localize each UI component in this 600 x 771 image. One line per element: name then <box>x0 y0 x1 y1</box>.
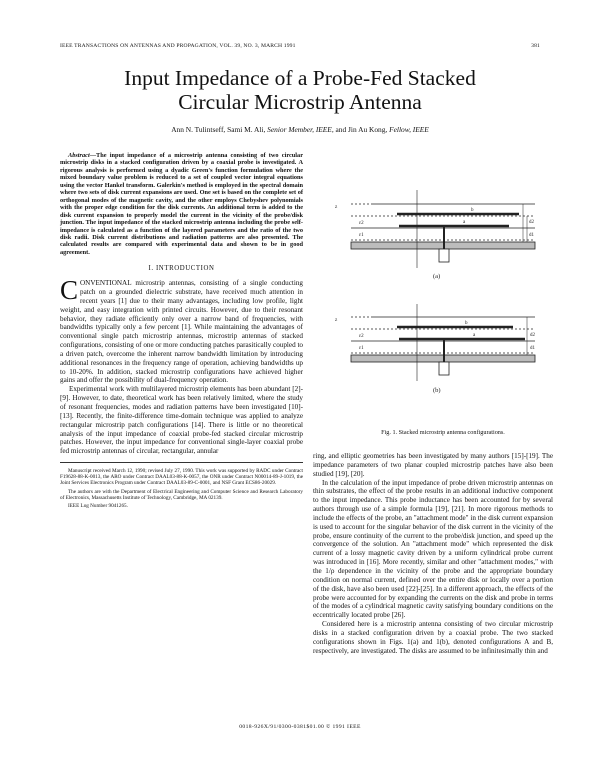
label-a-a: a <box>463 220 466 225</box>
copyright-line: 0018-926X/91/0300-0381$01.00 © 1991 IEEE <box>239 724 361 730</box>
right-paragraph-1: ring, and elliptic geometries has been investigated by many authors [15]-[19]. The impedance parameters of two planar coupled microstrip patches have also been studied [19], [20]. <box>313 452 553 478</box>
coax-connector <box>439 362 449 375</box>
abstract <box>60 152 303 256</box>
drop-cap: C <box>60 275 79 306</box>
label-d2-b: d2 <box>530 333 535 338</box>
title-line-2: Circular Microstrip Antenna <box>178 90 422 114</box>
label-d1-b: d1 <box>530 346 535 351</box>
label-b-a: b <box>471 208 474 213</box>
author-affil-2: Fellow, IEEE <box>389 125 429 134</box>
title-line-1: Input Impedance of a Probe-Fed Stacked <box>124 66 476 90</box>
page-number: 381 <box>531 43 540 49</box>
abstract-label: Abstract <box>68 152 90 159</box>
right-paragraph-2: In the calculation of the input impedance of probe driven microstrip antennas on thin substrates, the effect of the probe results in an additional inductive component to the input impedance. This probe inductance has been accounted for by several authors through use of a simple formula [19], [21]. In more rigorous methods to include the effects of the probe, an "attachment mode" in the disk current expansion is used to account for the singular behavior of the disk current in the vicinity of the probe, ensure continuity of the current to the probe/disk junction, and speed up the convergence of the solution. An "attachment mode" which represented the disk current of a lossy magnetic cavity driven by a uniform cylindrical probe current was introduced in [16]. More recently, similar and other "attachment modes," with the 1/ρ dependence in the vicinity of the probe and the appropriate boundary condition on normal current, defined over the entire disk or locally over a portion of the disk, have also been used [22]-[25]. In a different approach, the effects of the probe were accounted for by expanding the currents on the disk and probe in terms of the modes of a cylindrical magnetic cavity satisfying boundary conditions on the eccentrically located probe [26]. <box>313 478 553 620</box>
label-eps2-a: ε2 <box>359 221 364 226</box>
author-list <box>0 125 600 134</box>
label-z-a: z <box>335 205 338 210</box>
subfigure-label-b: (b) <box>433 387 441 394</box>
paper-title <box>0 66 600 114</box>
running-header <box>60 43 540 53</box>
label-eps2-b: ε2 <box>359 334 364 339</box>
abstract-text: —The input impedance of a microstrip antenna consisting of two circular microstrip disks in a stacked configuration driven by a coaxial probe is investigated. A rigorous analysis is performed using a dyadic Green's function formulation where the mixed boundary value problem is reduced to a set of coupled vector integral equations using the vector Hankel transform. Galerkin's method is employed in the spectral domain where two sets of disk current expansions are used. One set is based on the complete set of orthogonal modes of the magnetic cavity, and the other employs Chebyshev polynomials with the proper edge condition for the disk currents. An additional term is added to the disk current expansion to properly model the current in the vicinity of the probe/disk junction. The input impedance of the stacked microstrip antenna including the probe self-impedance is calculated as a function of the layered parameters and the ratio of the two disk radii. Disk current distributions and radiation patterns are also presented. The calculated results are compared with experimental data and shown to be in good agreement. <box>60 152 303 256</box>
label-eps1-a: ε1 <box>359 233 364 238</box>
author-affil-1: Senior Member, IEEE, <box>267 125 334 134</box>
figure-1 <box>313 170 553 440</box>
footnote-affiliation: The authors are with the Department of Electrical Engineering and Computer Science and Research Laboratory of Electronics, Massachusetts Institute of Technology, Cambridge, MA 02139. <box>60 488 303 501</box>
configuration-b <box>351 304 535 381</box>
right-paragraph-3: Considered here is a microstrip antenna consisting of two circular microstrip disks in a stacked configuration driven by a coaxial probe. The two stacked configurations shown in Figs. 1(a) and 1(b), denoted configurations A and B, respectively, are investigated. The disks are assumed to be infinitesimally thin and <box>313 620 553 655</box>
figure-1-diagram <box>313 170 553 440</box>
footnote-manuscript: Manuscript received March 12, 1990; revised July 27, 1990. This work was supported by RADC under Contract F19628-88-K-0013, the ARO under Contract DAAL03-88-K-0057, the ONR under Contract N00014-89-J-1019, the Joint Services Electronics Program under Contract DAAL03-89-C-0001, and NSF Grant ECS86-20029. <box>60 468 303 487</box>
right-column <box>313 452 553 655</box>
label-b-b: b <box>465 321 468 326</box>
journal-name: IEEE TRANSACTIONS ON ANTENNAS AND PROPAGATION, VOL. 39, NO. 3, MARCH 1991 <box>60 43 296 49</box>
label-eps1-b: ε1 <box>359 346 364 351</box>
left-column <box>60 152 303 511</box>
label-a-b: a <box>473 333 476 338</box>
subfigure-label-a: (a) <box>433 273 441 280</box>
configuration-a <box>351 190 535 268</box>
figure-1-caption: Fig. 1. Stacked microstrip antenna configurations. <box>381 429 505 436</box>
intro-paragraph-1-text: ONVENTIONAL microstrip antennas, consisting of a single conducting patch on a grounded dielectric substrate, have received much attention in recent years [1] due to their many advantages, including low profile, light weight, and easy integration with printed circuits. However, due to their resonant behavior, they radiate efficiently only over a narrow band of frequencies, with bandwidths typically only a few percent [1]. While maintaining the advantages of conventional single patch microstrip antennas, microstrip antennas of stacked configurations, consisting of one or more conducting patches parasitically coupled to a driven patch, overcome the inherent narrow bandwidth limitation by introducing additional resonances in the frequency range of operation, achieving bandwidths up to 10-20%. In addition, stacked microstrip configurations have achieved higher gains and offer the possibility of dual-frequency operation. <box>60 279 303 385</box>
section-heading-introduction: I. INTRODUCTION <box>148 265 215 273</box>
footnote-log-number: IEEE Log Number 9041265. <box>68 503 128 510</box>
coax-connector <box>439 249 449 262</box>
label-z-b: z <box>335 318 338 323</box>
authors-part-1: Ann N. Tulintseff, Sami M. Ali, <box>171 125 266 134</box>
label-d1-a: d1 <box>529 233 534 238</box>
footnote-divider <box>60 462 303 463</box>
intro-paragraph-1 <box>60 275 303 385</box>
authors-part-2: and Jin Au Kong, <box>335 125 388 134</box>
label-d2-a: d2 <box>529 220 534 225</box>
intro-paragraph-2: Experimental work with multilayered microstrip elements has been abundant [2]-[9]. However, to date, theoretical work has been relatively limited, where the study of resonant frequencies, modes and radiation patterns have been investigated [10]-[13]. Recently, the finite-difference time-domain technique was applied to analyze rectangular microstrip patch configurations [14]. There is little or no theoretical analysis of the input impedance of coaxial probe-fed stacked circular microstrip patches. However, the input impedance for conventional single-layer coaxial probe fed microstrip antennas of circular, rectangular, annular <box>60 385 303 456</box>
